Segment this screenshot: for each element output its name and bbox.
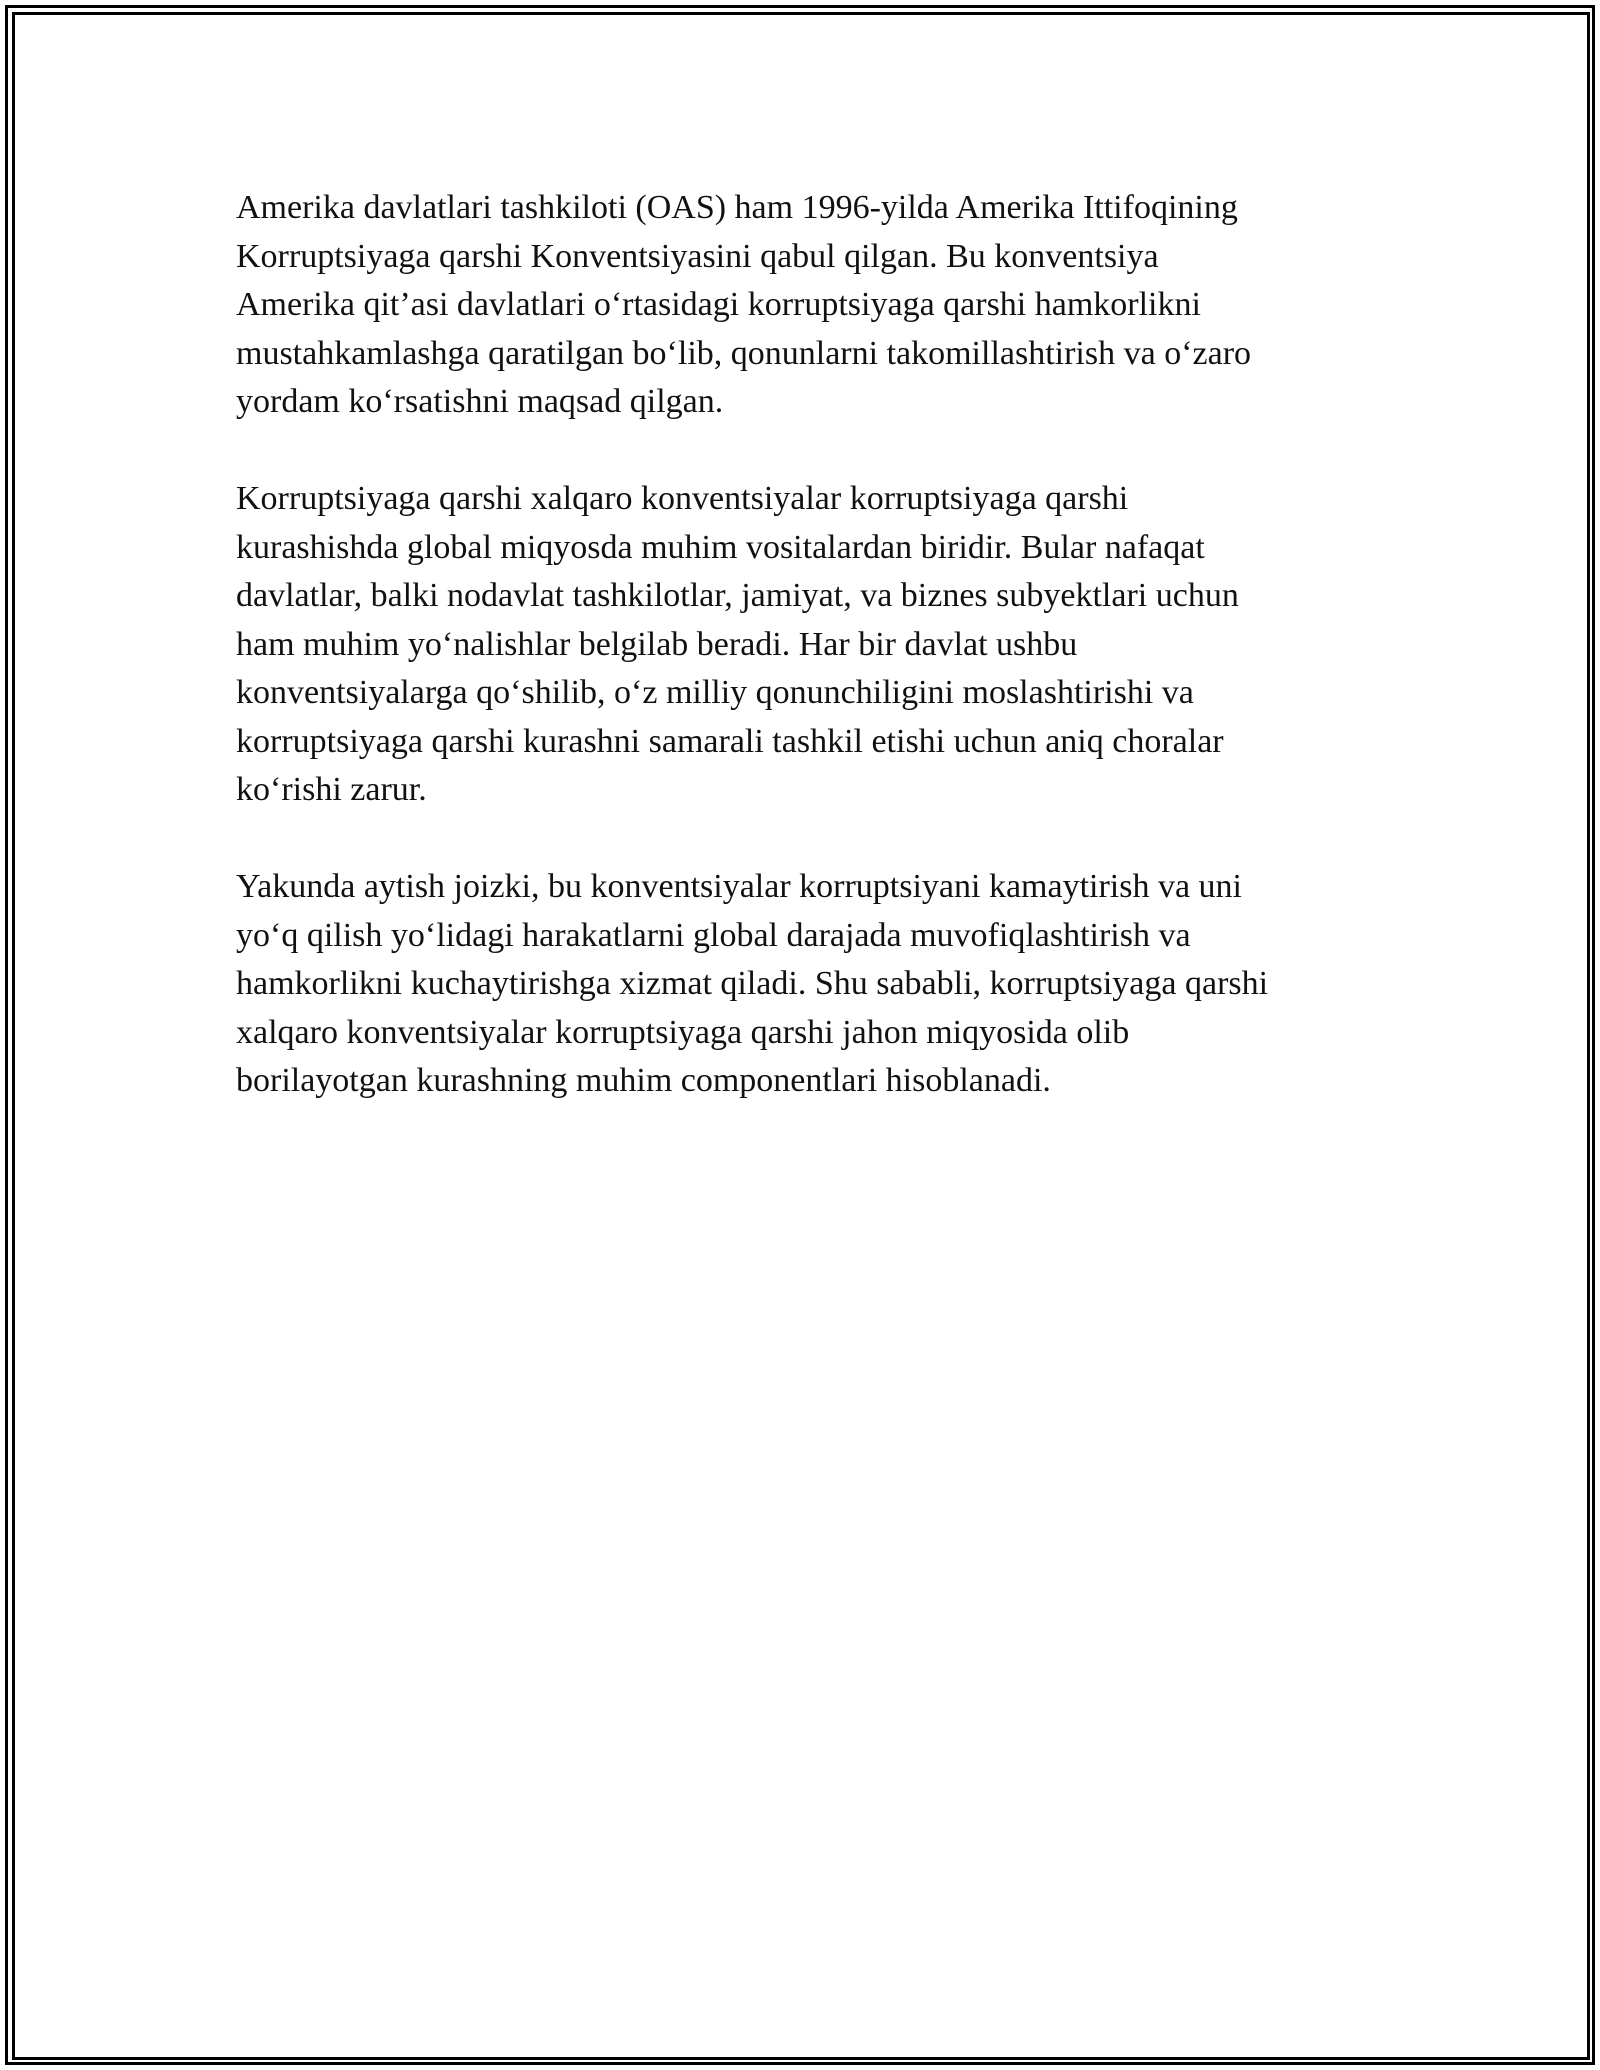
document-body [236,184,1366,1154]
paragraph-oas-convention: Amerika davlatlari tashkiloti (OAS) ham 1996-yilda Amerika Ittifoqining Korruptsiyaga qarshi Konventsiyasini qabul qilgan. Bu konventsiya Amerika qit’asi davlatlari o‘rtasidagi korruptsiyaga qarshi hamkorlikni mustahkamlashga qaratilgan bo‘lib, qonunlarni takomillashtirish va o‘zaro yordam ko‘rsatishni maqsad qilgan. [236,189,1252,420]
paragraph-conclusion: Yakunda aytish joizki, bu konventsiyalar korruptsiyani kamaytirish va uni yo‘q qilish yo‘lidagi harakatlarni global darajada muvofiqlashtirish va hamkorlikni kuchaytirishga xizmat qiladi. Shu sababli, korruptsiyaga qarshi xalqaro konventsiyalar korruptsiyaga qarshi jahon miqyosida olib borilayotgan kurashning muhim componentlari hisoblanadi. [236,868,1269,1099]
paragraph-international-conventions: Korruptsiyaga qarshi xalqaro konventsiyalar korruptsiyaga qarshi kurashishda global miqyosda muhim vositalardan biridir. Bular nafaqat davlatlar, balki nodavlat tashkilotlar, jamiyat, va biznes subyektlari uchun ham muhim yo‘nalishlar belgilab beradi. Har bir davlat ushbu konventsiyalarga qo‘shilib, o‘z milliy qonunchiligini moslashtirishi va korruptsiyaga qarshi kurashni samarali tashkil etishi uchun aniq choralar ko‘rishi zarur. [236,480,1239,808]
